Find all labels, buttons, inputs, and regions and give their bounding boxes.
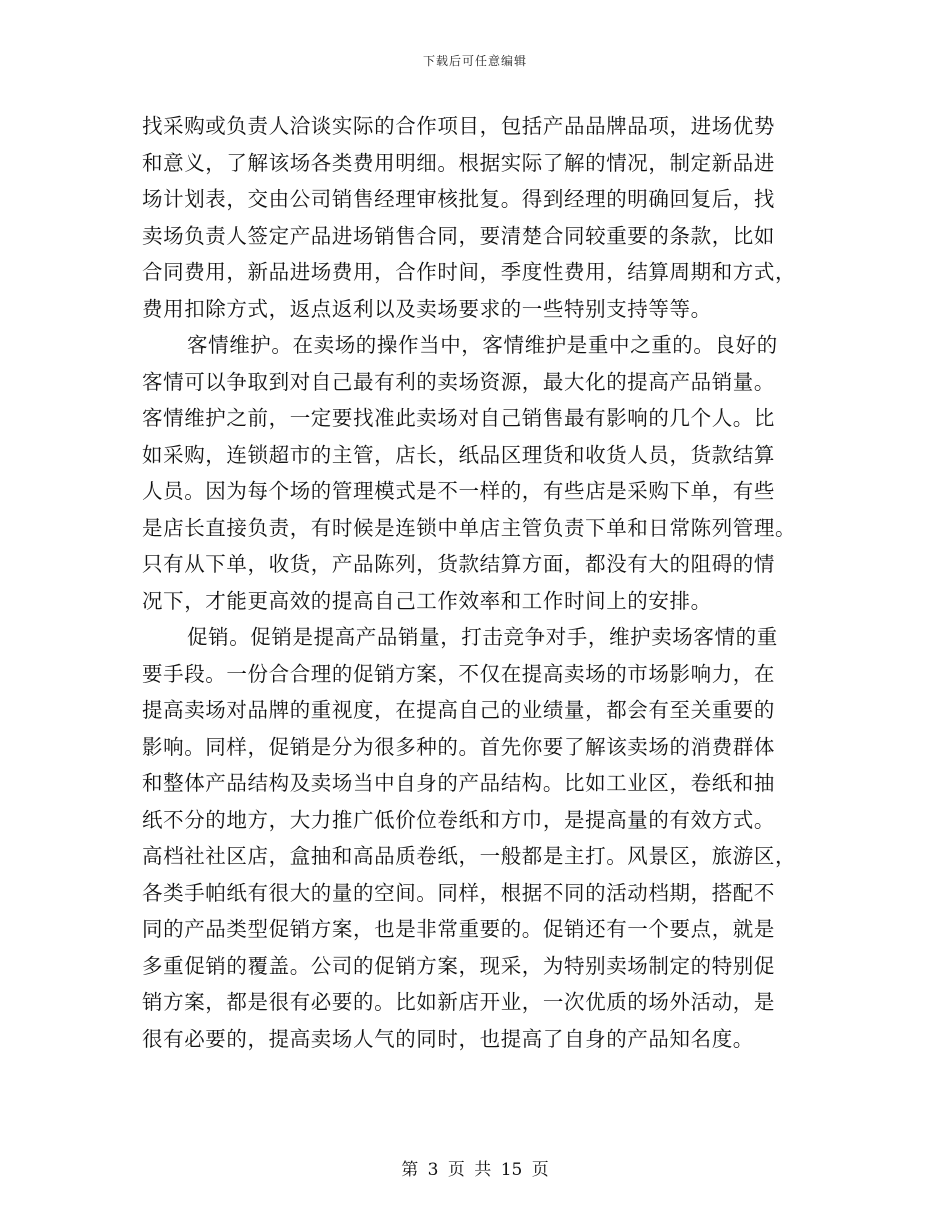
text-line: 很有必要的，提高卖场人气的同时，也提高了自身的产品知名度。 <box>142 1026 754 1051</box>
text-line: 同的产品类型促销方案，也是非常重要的。促销还有一个要点，就是 <box>142 917 775 941</box>
page-footer: 第 3 页 共 15 页 <box>401 1160 549 1180</box>
text-line: 卖场负责人签定产品进场销售合同，要清楚合同较重要的条款，比如 <box>142 223 775 248</box>
text-line: 合同费用，新品进场费用，合作时间，季度性费用，结算周期和方式， <box>142 260 797 284</box>
text-line: 客情维护之前，一定要找准此卖场对自己销售最有影响的几个人。比 <box>142 406 775 430</box>
text-line: 况下，才能更高效的提高自己工作效率和工作时间上的安排。 <box>142 588 712 613</box>
text-line: 客情可以争取到对自己最有利的卖场资源，最大化的提高产品销量。 <box>142 369 775 394</box>
text-line: 要手段。一份合合理的促销方案，不仅在提高卖场的市场影响力，在 <box>142 661 775 686</box>
text-line: 如采购，连锁超市的主管，店长，纸品区理货和收货人员，货款结算 <box>142 442 775 467</box>
text-line: 多重促销的覆盖。公司的促销方案，现采，为特别卖场制定的特别促 <box>142 953 775 978</box>
text-line: 销方案，都是很有必要的。比如新店开业，一次优质的场外活动，是 <box>142 990 775 1014</box>
text-line: 提高卖场对品牌的重视度，在提高自己的业绩量，都会有至关重要的 <box>142 698 775 722</box>
text-line: 和整体产品结构及卖场当中自身的产品结构。比如工业区，卷纸和抽 <box>142 771 775 795</box>
text-line: 人员。因为每个场的管理模式是不一样的，有些店是采购下单，有些 <box>142 479 775 503</box>
text-line: 是店长直接负责，有时候是连锁中单店主管负责下单和日常陈列管理。 <box>142 515 797 540</box>
body-text <box>142 108 810 1057</box>
text-line: 找采购或负责人洽谈实际的合作项目，包括产品品牌品项，进场优势 <box>142 114 775 138</box>
text-line: 影响。同样，促销是分为很多种的。首先你要了解该卖场的消费群体 <box>142 734 775 759</box>
text-line: 各类手帕纸有很大的量的空间。同样，根据不同的活动档期，搭配不 <box>142 880 775 905</box>
text-line: 纸不分的地方，大力推广低价位卷纸和方巾，是提高量的有效方式。 <box>142 807 775 832</box>
text-line: 促销。促销是提高产品销量，打击竞争对手，维护卖场客情的重 <box>187 625 778 649</box>
text-line: 客情维护。在卖场的操作当中，客情维护是重中之重的。良好的 <box>187 333 778 357</box>
text-line: 只有从下单，收货，产品陈列，货款结算方面，都没有大的阻碍的情 <box>142 552 775 576</box>
text-line: 费用扣除方式，返点返利以及卖场要求的一些特别支持等等。 <box>142 296 712 321</box>
text-line: 高档社社区店，盒抽和高品质卷纸，一般都是主打。风景区，旅游区， <box>142 844 797 868</box>
text-line: 场计划表，交由公司销售经理审核批复。得到经理的明确回复后，找 <box>142 187 775 211</box>
text-line: 和意义，了解该场各类费用明细。根据实际了解的情况，制定新品进 <box>142 150 775 175</box>
page-header: 下载后可任意编辑 <box>422 54 527 68</box>
